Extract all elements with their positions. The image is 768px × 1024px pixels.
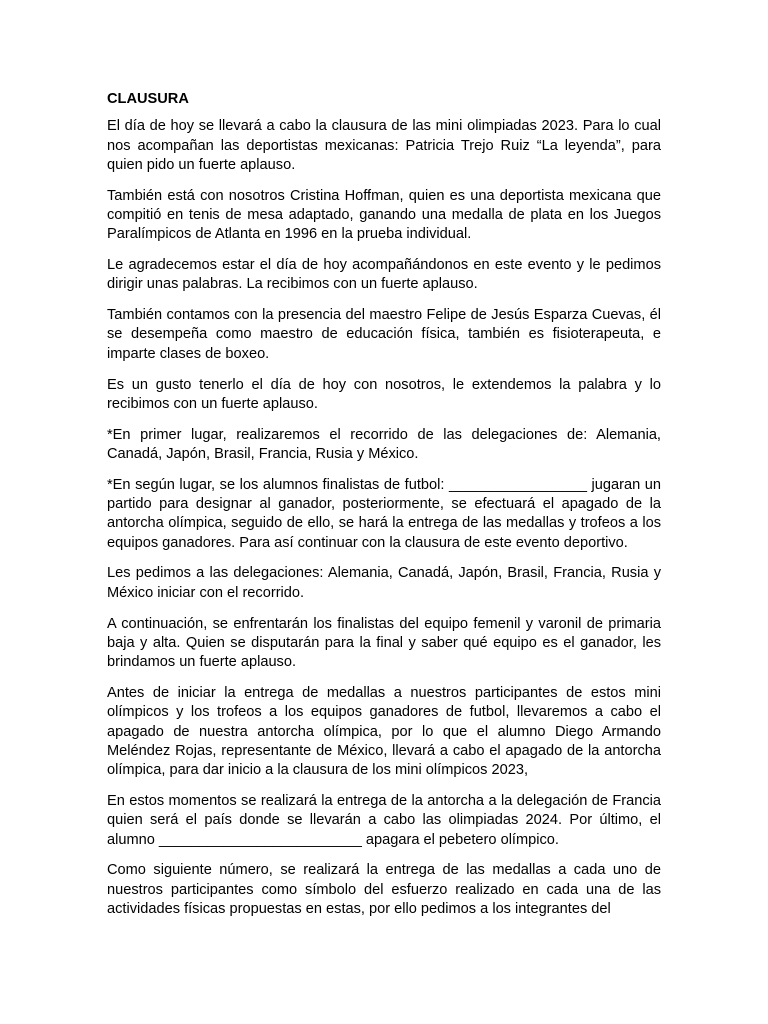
paragraph-segundo-lugar: *En según lugar, se los alumnos finalistas de futbol: _________________ jugaran un partido para designar al ganador, posteriormente, se efectuará el apagado de la antorcha olímpica, seguido de ello, se hará la entrega de las medallas y trofeos a los equipos ganadores. Para así continuar con la clausura de este evento deportivo. (107, 476, 661, 551)
paragraph-delegaciones: Les pedimos a las delegaciones: Alemania, Canadá, Japón, Brasil, Francia, Rusia y México iniciar con el recorrido. (107, 565, 661, 601)
document-title: CLAUSURA (107, 91, 189, 107)
document-page (107, 90, 661, 931)
paragraph-entrega-antorcha: En estos momentos se realizará la entrega de la antorcha a la delegación de Francia quien será el país donde se llevarán a cabo las olimpiadas 2024. Por último, el alumno _________________________ apagara el pebetero olímpico. (107, 792, 661, 848)
paragraph-agradecimiento: Le agradecemos estar el día de hoy acompañándonos en este evento y le pedimos dirigir unas palabras. La recibimos con un fuerte aplauso. (107, 257, 661, 293)
paragraph-primer-lugar: *En primer lugar, realizaremos el recorrido de las delegaciones de: Alemania, Canadá, Japón, Brasil, Francia, Rusia y México. (107, 426, 661, 462)
paragraph-antorcha: Antes de iniciar la entrega de medallas a nuestros participantes de estos mini olímpicos y los trofeos a los equipos ganadores de futbol, llevaremos a cabo el apagado de nuestra antorcha olímpica, por lo que el alumno Diego Armando Meléndez Rojas, representante de México, llevará a cabo el apagado de la antorcha olímpica, para dar inicio a la clausura de los mini olímpicos 2023, (107, 684, 661, 779)
paragraph-cristina-hoffman: También está con nosotros Cristina Hoffman, quien es una deportista mexicana que compitió en tenis de mesa adaptado, ganando una medalla de plata en los Juegos Paralímpicos de Atlanta en 1996 en la prueba individual. (107, 187, 661, 243)
paragraph-gusto: Es un gusto tenerlo el día de hoy con nosotros, le extendemos la palabra y lo recibimos con un fuerte aplauso. (107, 376, 661, 412)
paragraph-finalistas: A continuación, se enfrentarán los finalistas del equipo femenil y varonil de primaria baja y alta. Quien se disputarán para la final y saber qué equipo es el ganador, les brindamos un fuerte aplauso. (107, 615, 661, 671)
paragraph-intro: El día de hoy se llevará a cabo la clausura de las mini olimpiadas 2023. Para lo cual nos acompañan las deportistas mexicanas: Patricia Trejo Ruiz “La leyenda”, para quien pido un fuerte aplauso. (107, 118, 661, 173)
paragraph-medallas: Como siguiente número, se realizará la entrega de las medallas a cada uno de nuestros participantes como símbolo del esfuerzo realizado en cada una de las actividades físicas propuestas en estas, por ello pedimos a los integrantes del (107, 862, 661, 917)
paragraph-maestro-felipe: También contamos con la presencia del maestro Felipe de Jesús Esparza Cuevas, él se desempeña como maestro de educación física, también es fisioterapeuta, e imparte clases de boxeo. (107, 307, 661, 362)
